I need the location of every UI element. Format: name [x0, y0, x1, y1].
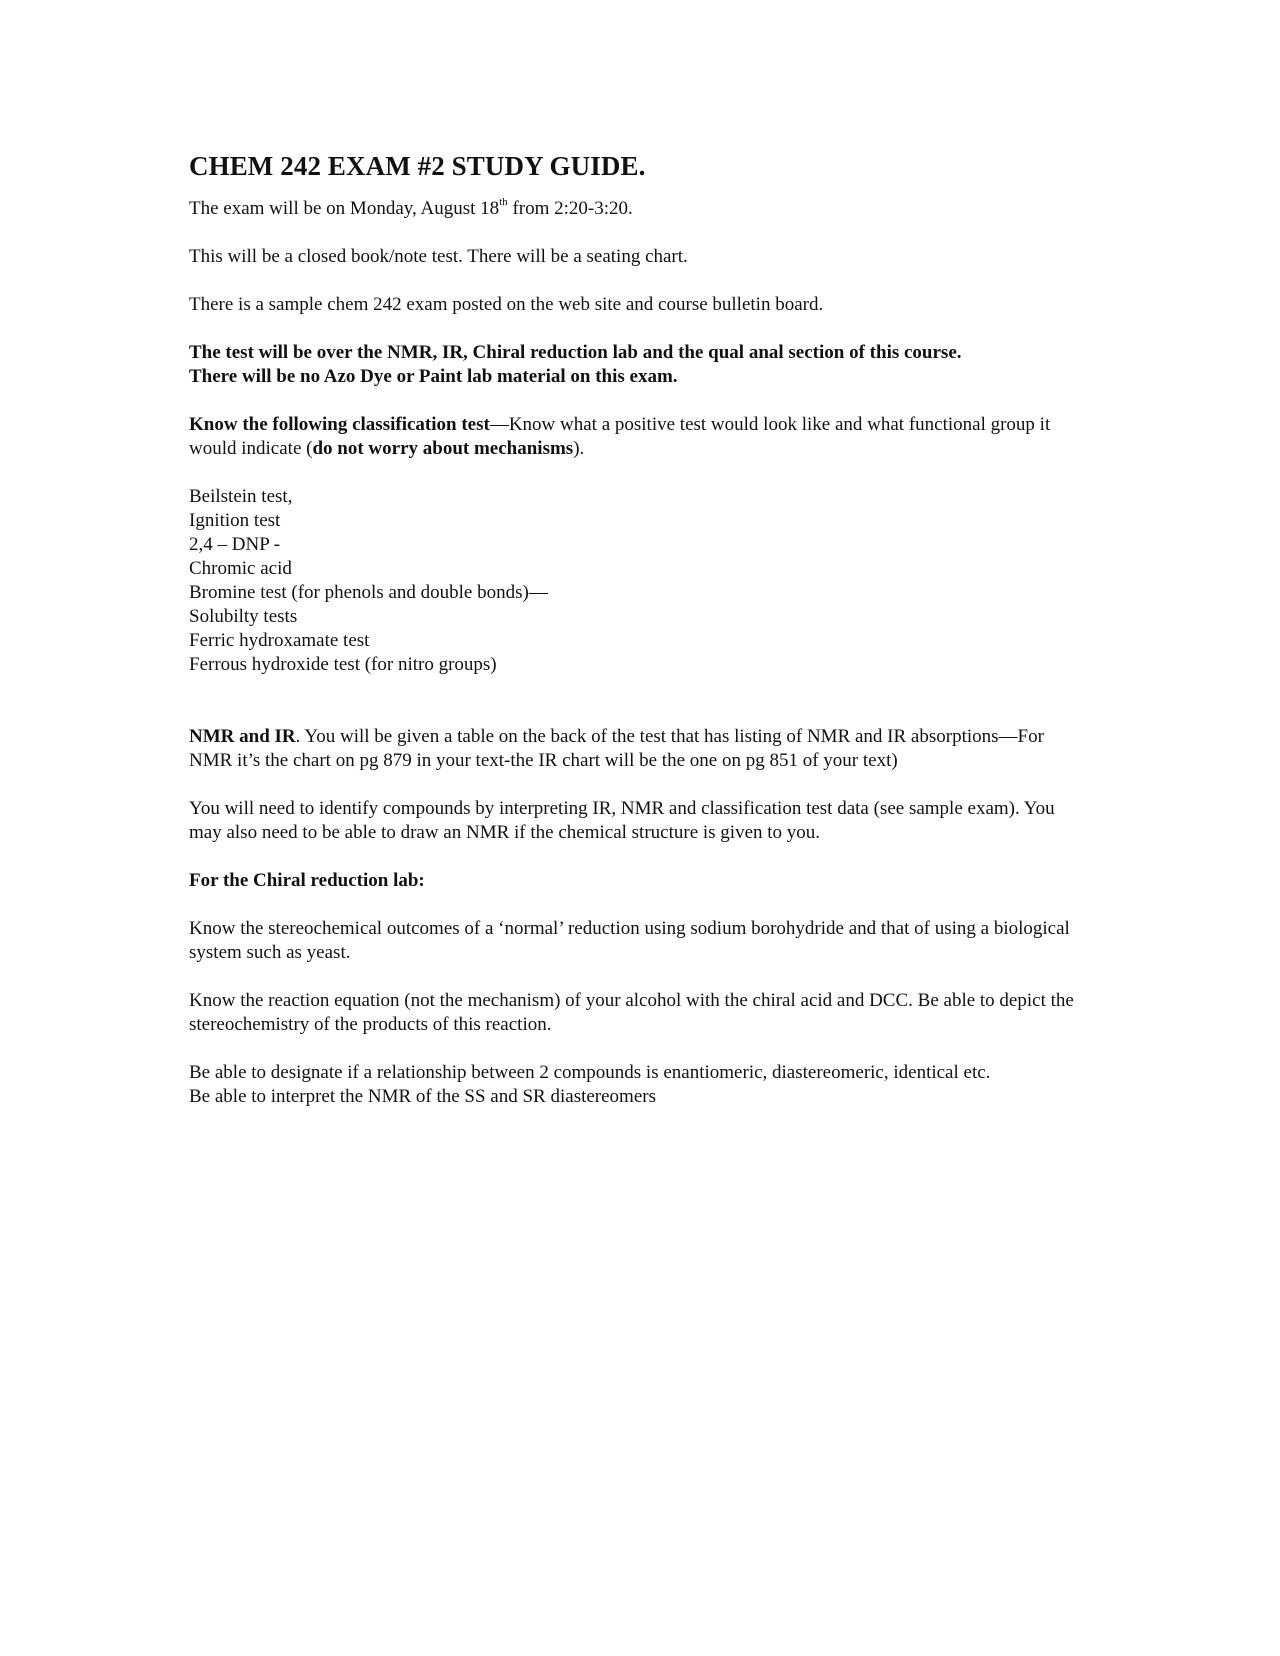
list-item: Beilstein test,	[189, 486, 293, 507]
closed-book-line: This will be a closed book/note test. There will be a seating chart.	[189, 246, 688, 267]
page-title: CHEM 242 EXAM #2 STUDY GUIDE.	[189, 151, 646, 181]
exam-date-line	[189, 197, 1089, 221]
classification-lead: Know the following classification test	[189, 414, 490, 435]
nmr-ir-text: . You will be given a table on the back of the test that has listing of NMR and IR absorptions—For NMR it’s the chart on pg 879 in your text-the IR chart will be the one on pg 851 of your text)	[189, 726, 1044, 771]
reaction-equation-paragraph: Know the reaction equation (not the mechanism) of your alcohol with the chiral acid and DCC. Be able to depict the stereochemistry of the products of this reaction.	[189, 990, 1074, 1035]
list-item: Ferrous hydroxide test (for nitro groups)	[189, 654, 497, 675]
list-item: Solubilty tests	[189, 606, 298, 627]
classification-text: —Know what a positive test would look like and what functional group it would indicate (	[189, 414, 1051, 459]
designate-line-1: Be able to designate if a relationship between 2 compounds is enantiomeric, diastereomeric, identical etc.	[189, 1062, 991, 1083]
exam-date-suffix: th	[499, 195, 508, 208]
classification-close: ).	[573, 438, 585, 459]
nmr-ir-lead: NMR and IR	[189, 726, 296, 747]
sample-exam-line: There is a sample chem 242 exam posted on the web site and course bulletin board.	[189, 294, 824, 315]
document-page	[189, 148, 1089, 1109]
list-item: 2,4 – DNP -	[189, 534, 281, 555]
list-item: Chromic acid	[189, 558, 292, 579]
nmr-ir-paragraph	[189, 725, 1089, 773]
list-item: Ferric hydroxamate test	[189, 630, 370, 651]
list-item: Bromine test (for phenols and double bonds)—	[189, 582, 548, 603]
coverage-line-1: The test will be over the NMR, IR, Chiral reduction lab and the qual anal section of this course.	[189, 342, 962, 363]
coverage-line-2: There will be no Azo Dye or Paint lab material on this exam.	[189, 366, 678, 387]
designate-line-2: Be able to interpret the NMR of the SS and SR diastereomers	[189, 1086, 656, 1107]
test-list	[189, 485, 1089, 677]
exam-time-text: from 2:20-3:20.	[507, 198, 633, 219]
list-item: Ignition test	[189, 510, 281, 531]
chiral-heading: For the Chiral reduction lab:	[189, 870, 425, 891]
exam-date-text: The exam will be on Monday, August 18	[189, 198, 500, 219]
stereo-outcomes-paragraph: Know the stereochemical outcomes of a ‘normal’ reduction using sodium borohydride and that of using a biological system such as yeast.	[189, 918, 1070, 963]
identify-paragraph: You will need to identify compounds by interpreting IR, NMR and classification test data (see sample exam). You may also need to be able to draw an NMR if the chemical structure is given to you.	[189, 798, 1055, 843]
classification-paragraph	[189, 413, 1089, 461]
classification-note: do not worry about mechanisms	[312, 438, 574, 459]
